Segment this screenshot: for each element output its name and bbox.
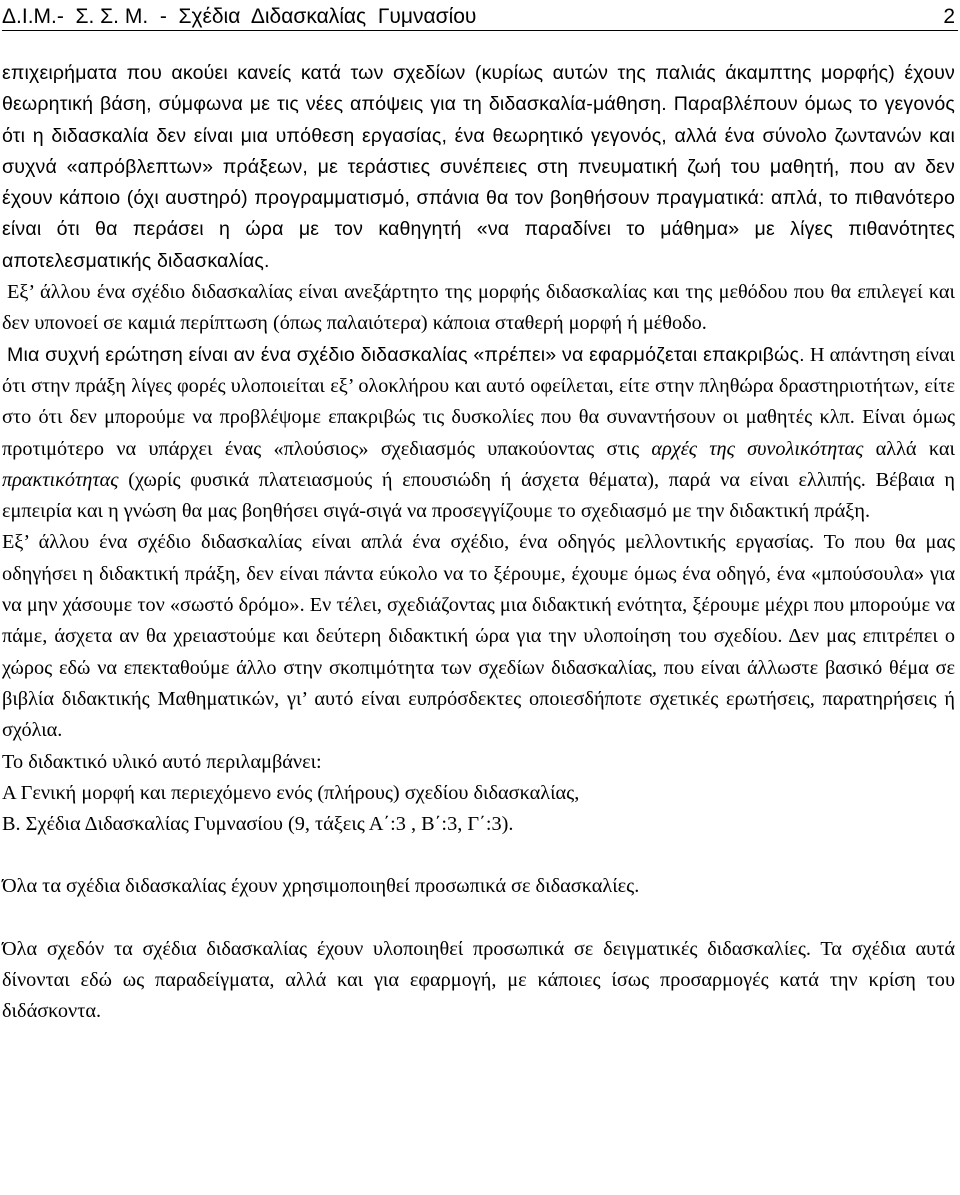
paragraph-3-question: Μια συχνή ερώτηση είναι αν ένα σχέδιο διδασκαλίας «πρέπει» να εφαρμόζεται επακριβώς. xyxy=(7,343,805,366)
document-page xyxy=(2,0,958,1023)
list-item-a: Α Γενική μορφή και περιεχόμενο ενός (πλήρους) σχεδίου διδασκαλίας, xyxy=(2,781,580,804)
page-header xyxy=(2,0,958,31)
paragraph-4: Εξ’ άλλου ένα σχέδιο διδασκαλίας είναι απλά ένα σχέδιο, ένα οδηγός μελλοντικής εργασίας. Το που θα μας οδηγήσει η διδακτική πράξη, δεν είναι πάντα εύκολο να το ξέρουμε, έχουμε όμως ένα οδηγό, ένα «μπούσουλα» για να μην χάσουμε τον «σωστό δρόμο». Εν τέλει, σχεδιάζοντας μια διδακτική ενότητα, ξέρουμε μέχρι που μπορούμε να πάμε, άσχετα αν θα χρειαστούμε και δεύτερη διδακτική ώρα για την υλοποίηση του σχεδίου. Δεν μας επιτρέπει ο χώρος εδώ να επεκταθούμε άλλο στην σκοπιμότητα των σχεδίων διδασκαλίας, που είναι άλλωστε βασικό θέμα σε βιβλία διδακτικής Μαθηματικών, γι’ αυτό είναι ευπρόσδεκτες οποιεσδήποτε σχετικές ερωτήσεις, παρατηρήσεις ή σχόλια. xyxy=(2,531,955,742)
header-title: Δ.Ι.Μ.- Σ. Σ. Μ. - Σχέδια Διδασκαλίας Γυμνασίου xyxy=(2,5,477,28)
paragraph-3 xyxy=(2,340,955,528)
paragraph-3-answer: Η απάντηση είναι ότι στην πράξη λίγες φορές υλοποιείται εξ’ ολοκλήρου και αυτό οφείλεται, είτε στην πληθώρα δραστηριοτήτων, είτε στο ότι δεν μπορούμε να προβλέψομε επακριβώς τις δυσκολίες που θα συναντήσουν οι μαθητές κλπ. Είναι όμως προτιμότερο να υπάρχει ένας «πλούσιος» σχεδιασμός υπακούοντας στις xyxy=(2,343,955,460)
body-text xyxy=(2,58,955,1028)
paragraph-7: Όλα σχεδόν τα σχέδια διδασκαλίας έχουν υλοποιηθεί προσωπικά σε δειγματικές διδασκαλίες. Τα σχέδια αυτά δίνονται εδώ ως παραδείγματα, αλλά και για εφαρμογή, με κάποιες ίσως προσαρμογές κατά την κρίση του διδάσκοντα. xyxy=(2,937,955,1023)
paragraph-1: επιχειρήματα που ακούει κανείς κατά των σχεδίων (κυρίως αυτών της παλιάς άκαμπτης μορφής) έχουν θεωρητική βάση, σύμφωνα με τις νέες απόψεις για τη διδασκαλία-μάθηση. Παραβλέπουν όμως το γεγονός ότι η διδασκαλία δεν είναι μια υπόθεση εργασίας, ένα θεωρητικό γεγονός, αλλά ένα σύνολο ζωντανών και συχνά «απρόβλεπτων» πράξεων, με τεράστιες συνέπειες στη πνευματική ζωή του μαθητή, που αν δεν έχουν κάποιο (όχι αυστηρό) προγραμματισμό, σπάνια θα τον βοηθήσουν πραγματικά: απλά, το πιθανότερο είναι ότι θα περάσει η ώρα με τον καθηγητή «να παραδίνει το μάθημα» με λίγες πιθανότητες αποτελεσματικής διδασκαλίας. xyxy=(2,62,955,272)
paragraph-3-emphasis-1: αρχές της συνολικότητας xyxy=(651,437,864,460)
page-number: 2 xyxy=(943,5,955,28)
paragraph-6: Όλα τα σχέδια διδασκαλίας έχουν χρησιμοποιηθεί προσωπικά σε διδασκαλίες. xyxy=(2,875,640,898)
paragraph-3-middle: αλλά και xyxy=(863,437,955,460)
paragraph-5: Το διδακτικό υλικό αυτό περιλαμβάνει: xyxy=(2,750,322,773)
paragraph-3-end: (χωρίς φυσικά πλατειασμούς ή επουσιώδη ή άσχετα θέματα), παρά να είναι ελλιπής. Βέβαια η εμπειρία και η γνώση θα μας βοηθήσει σιγά-σιγά να προσεγγίζουμε το σχεδιασμό με την διδακτική πράξη. xyxy=(2,468,955,523)
paragraph-2: Εξ’ άλλου ένα σχέδιο διδασκαλίας είναι ανεξάρτητο της μορφής διδασκαλίας και της μεθόδου που θα επιλεγεί και δεν υπονοεί σε καμιά περίπτωση (όπως παλαιότερα) κάποια σταθερή μορφή ή μέθοδο. xyxy=(2,281,955,335)
list-item-b: Β. Σχέδια Διδασκαλίας Γυμνασίου (9, τάξεις Α΄:3 , Β΄:3, Γ΄:3). xyxy=(2,813,514,836)
paragraph-3-emphasis-2: πρακτικότητας xyxy=(2,468,119,491)
